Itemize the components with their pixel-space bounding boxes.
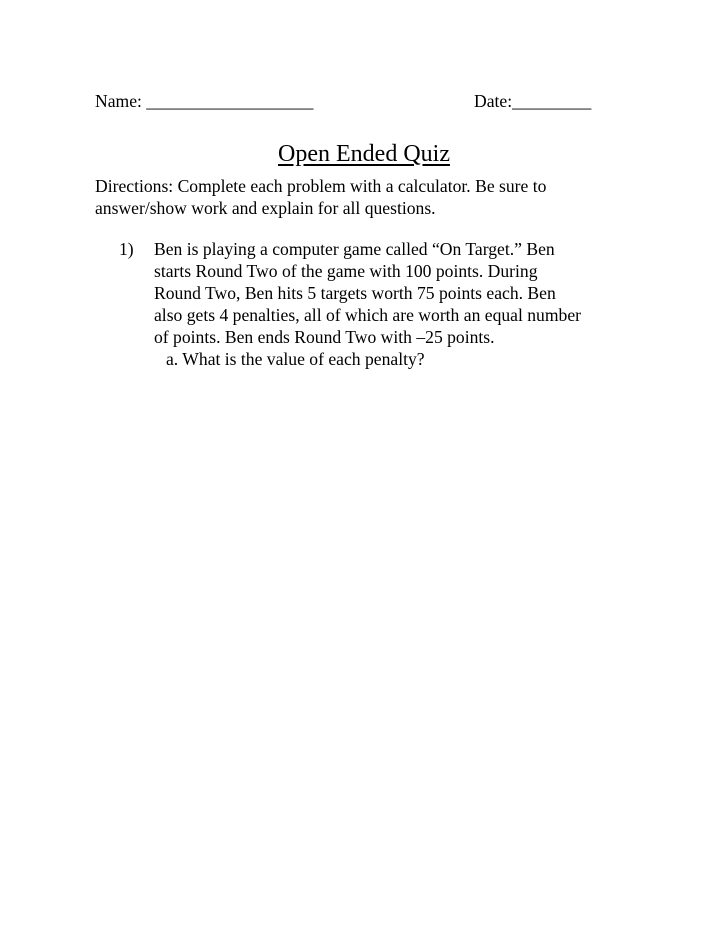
question-line: starts Round Two of the game with 100 points. During: [154, 261, 538, 281]
name-field-label: Name: ___________________: [95, 91, 314, 111]
question-line: also gets 4 penalties, all of which are worth an equal number: [154, 305, 582, 325]
page-title: Open Ended Quiz: [278, 141, 450, 167]
directions: [95, 175, 655, 219]
question-text: [154, 238, 581, 348]
directions-line: answer/show work and explain for all questions.: [95, 198, 436, 218]
directions-line: Directions: Complete each problem with a calculator. Be sure to: [95, 176, 547, 196]
sub-question: a. What is the value of each penalty?: [166, 349, 425, 369]
question-line: of points. Ben ends Round Two with –25 points.: [154, 327, 495, 347]
question-line: Ben is playing a computer game called “On Target.” Ben: [154, 239, 555, 259]
question-number: 1): [119, 239, 134, 259]
date-field-label: Date:_________: [474, 91, 592, 111]
question-line: Round Two, Ben hits 5 targets worth 75 points each. Ben: [154, 283, 556, 303]
